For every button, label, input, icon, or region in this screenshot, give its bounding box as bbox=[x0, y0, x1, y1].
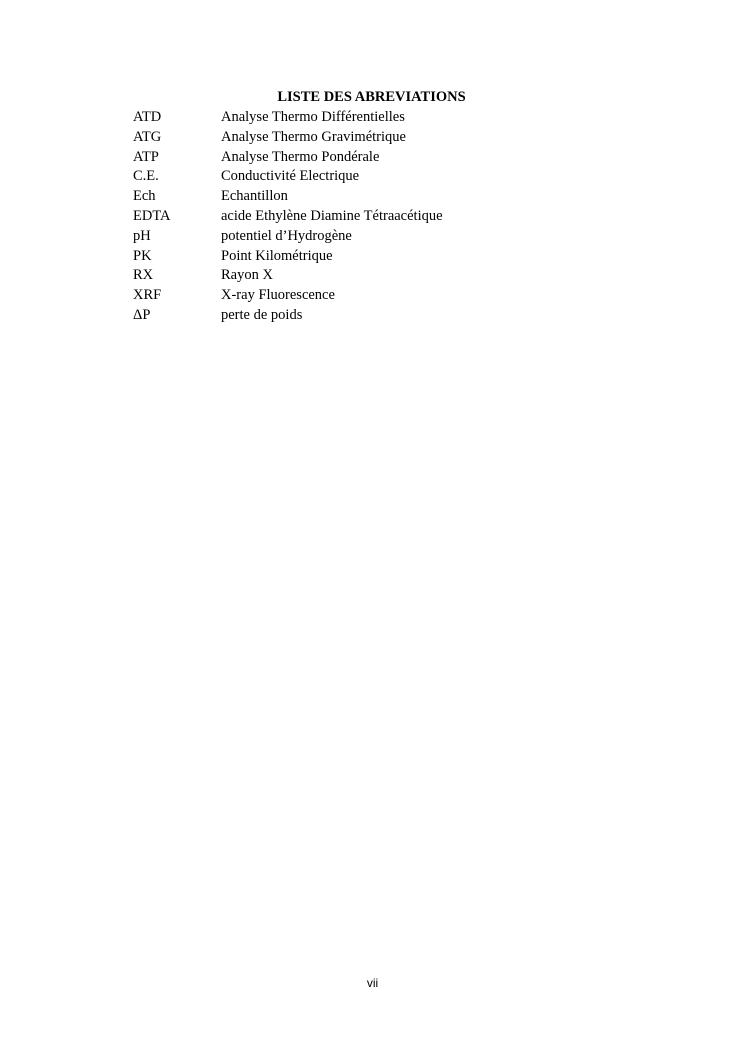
abbreviation-definition: Analyse Thermo Pondérale bbox=[221, 148, 380, 165]
abbreviation-list bbox=[133, 108, 653, 326]
abbreviation-code: XRF bbox=[133, 287, 162, 304]
page-title bbox=[0, 88, 745, 106]
abbreviation-row bbox=[133, 227, 653, 247]
abbreviation-definition: perte de poids bbox=[221, 306, 303, 323]
abbreviation-row bbox=[133, 187, 653, 207]
abbreviation-definition: Analyse Thermo Gravimétrique bbox=[221, 128, 406, 145]
abbreviation-row bbox=[133, 306, 653, 326]
abbreviation-code: ATG bbox=[133, 128, 162, 145]
abbreviation-definition: X-ray Fluorescence bbox=[221, 287, 335, 304]
abbreviation-definition: Point Kilométrique bbox=[221, 247, 333, 264]
abbreviation-code: ATP bbox=[133, 148, 159, 165]
abbreviation-row bbox=[133, 207, 653, 227]
abbreviation-row bbox=[133, 266, 653, 286]
abbreviation-code: RX bbox=[133, 267, 154, 284]
abbreviation-definition: Conductivité Electrique bbox=[221, 168, 360, 185]
abbreviation-code: pH bbox=[133, 227, 151, 244]
abbreviation-row bbox=[133, 247, 653, 267]
abbreviation-row bbox=[133, 108, 653, 128]
abbreviation-definition: acide Ethylène Diamine Tétraacétique bbox=[221, 207, 443, 224]
abbreviation-code: EDTA bbox=[133, 207, 171, 224]
abbreviation-row bbox=[133, 148, 653, 168]
abbreviation-code: C.E. bbox=[133, 168, 159, 185]
page-title-text: LISTE DES ABREVIATIONS bbox=[277, 89, 466, 105]
abbreviation-definition: Rayon X bbox=[221, 267, 273, 284]
abbreviation-row bbox=[133, 286, 653, 306]
abbreviation-definition: potentiel d’Hydrogène bbox=[221, 227, 352, 244]
abbreviation-code: Ech bbox=[133, 188, 156, 205]
abbreviation-definition: Echantillon bbox=[221, 188, 288, 205]
abbreviation-code: PK bbox=[133, 247, 152, 264]
abbreviation-definition: Analyse Thermo Différentielles bbox=[221, 109, 405, 125]
abbreviation-row bbox=[133, 167, 653, 187]
abbreviation-code: ΔP bbox=[133, 306, 151, 323]
abbreviation-code: ATD bbox=[133, 109, 162, 125]
abbreviation-row bbox=[133, 128, 653, 148]
page-number: vii bbox=[366, 976, 379, 990]
